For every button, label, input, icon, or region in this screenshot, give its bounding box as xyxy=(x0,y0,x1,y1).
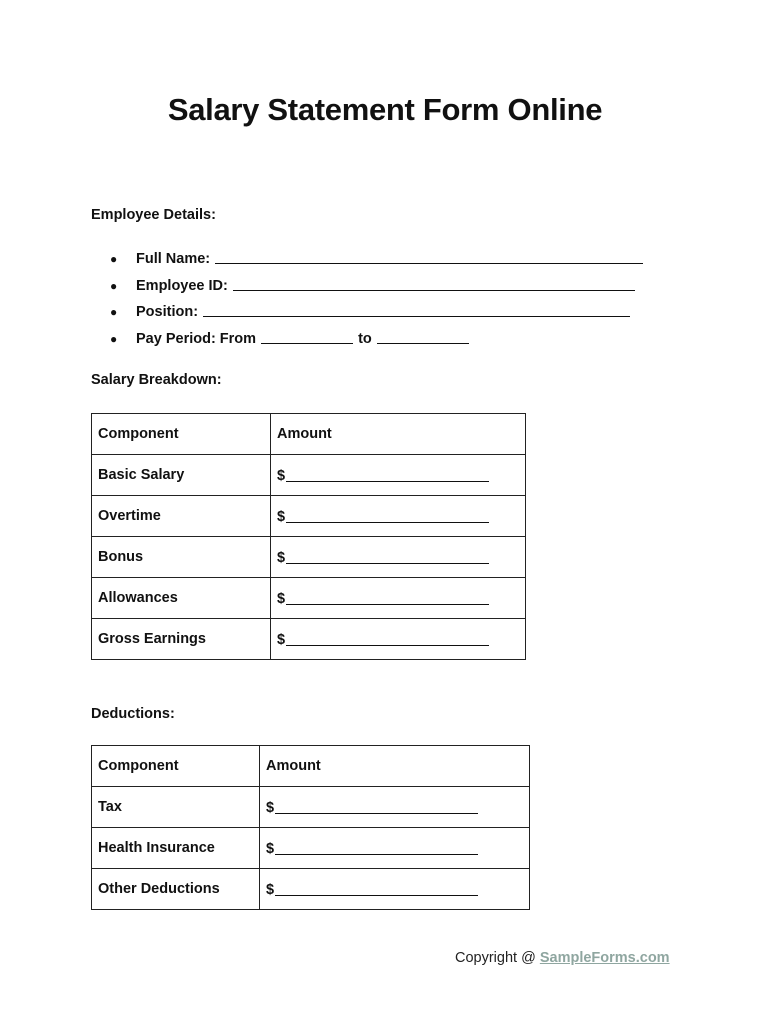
currency-symbol: $ xyxy=(277,591,286,607)
employee-details-heading: Employee Details: xyxy=(91,207,216,223)
employee-details-list xyxy=(110,248,643,355)
bullet-icon: ● xyxy=(110,305,118,320)
currency-symbol: $ xyxy=(266,841,275,857)
currency-symbol: $ xyxy=(266,800,275,816)
amount-field[interactable] xyxy=(286,591,489,605)
deductions-heading: Deductions: xyxy=(91,706,175,722)
table-row xyxy=(92,455,526,496)
pay-period-from-field[interactable] xyxy=(261,329,353,344)
list-item-employee-id xyxy=(110,275,643,302)
component-cell: Gross Earnings xyxy=(92,619,271,660)
salary-breakdown-table xyxy=(91,413,526,660)
amount-field[interactable] xyxy=(275,800,478,814)
amount-field[interactable] xyxy=(286,468,489,482)
table-row xyxy=(92,578,526,619)
employee-id-field[interactable] xyxy=(233,276,635,291)
component-cell: Bonus xyxy=(92,537,271,578)
component-cell: Basic Salary xyxy=(92,455,271,496)
column-header-component: Component xyxy=(92,746,260,787)
amount-field[interactable] xyxy=(275,841,478,855)
currency-symbol: $ xyxy=(277,632,286,648)
list-item-position xyxy=(110,301,643,328)
bullet-icon: ● xyxy=(110,332,118,347)
table-row xyxy=(92,869,530,910)
full-name-label: Full Name: xyxy=(136,251,211,267)
copyright-prefix: Copyright @ xyxy=(455,950,540,966)
pay-period-from-label: Pay Period: From xyxy=(136,331,257,348)
salary-breakdown-heading: Salary Breakdown: xyxy=(91,372,222,388)
table-row xyxy=(92,787,530,828)
component-cell: Other Deductions xyxy=(92,869,260,910)
table-row xyxy=(92,537,526,578)
currency-symbol: $ xyxy=(277,550,286,566)
amount-cell xyxy=(271,537,526,578)
amount-field[interactable] xyxy=(286,550,489,564)
column-header-component: Component xyxy=(92,414,271,455)
currency-symbol: $ xyxy=(277,509,286,525)
amount-cell xyxy=(271,455,526,496)
amount-field[interactable] xyxy=(286,509,489,523)
amount-cell xyxy=(271,619,526,660)
component-cell: Tax xyxy=(92,787,260,828)
currency-symbol: $ xyxy=(266,882,275,898)
amount-cell xyxy=(260,828,530,869)
full-name-field[interactable] xyxy=(215,249,643,264)
table-row xyxy=(92,619,526,660)
amount-cell xyxy=(260,787,530,828)
table-header-row xyxy=(92,414,526,455)
table-row xyxy=(92,828,530,869)
component-cell: Overtime xyxy=(92,496,271,537)
position-field[interactable] xyxy=(203,302,630,317)
amount-field[interactable] xyxy=(275,882,478,896)
component-cell: Allowances xyxy=(92,578,271,619)
list-item-pay-period xyxy=(110,328,643,355)
deductions-table xyxy=(91,745,530,910)
amount-cell xyxy=(260,869,530,910)
position-label: Position: xyxy=(136,304,199,321)
list-item-full-name xyxy=(110,248,643,275)
table-row xyxy=(92,496,526,537)
amount-field[interactable] xyxy=(286,632,489,646)
pay-period-to-field[interactable] xyxy=(377,329,469,344)
page-title: Salary Statement Form Online xyxy=(167,92,603,127)
bullet-icon: ● xyxy=(110,278,118,293)
column-header-amount: Amount xyxy=(271,414,526,455)
column-header-amount: Amount xyxy=(260,746,530,787)
bullet-icon: ● xyxy=(110,252,118,266)
component-cell: Health Insurance xyxy=(92,828,260,869)
copyright-footer xyxy=(455,950,670,966)
employee-id-label: Employee ID: xyxy=(136,277,228,294)
currency-symbol: $ xyxy=(277,468,286,484)
table-header-row xyxy=(92,746,530,787)
amount-cell xyxy=(271,578,526,619)
pay-period-to-label: to xyxy=(358,331,372,348)
brand-link[interactable]: SampleForms.com xyxy=(539,950,670,966)
amount-cell xyxy=(271,496,526,537)
